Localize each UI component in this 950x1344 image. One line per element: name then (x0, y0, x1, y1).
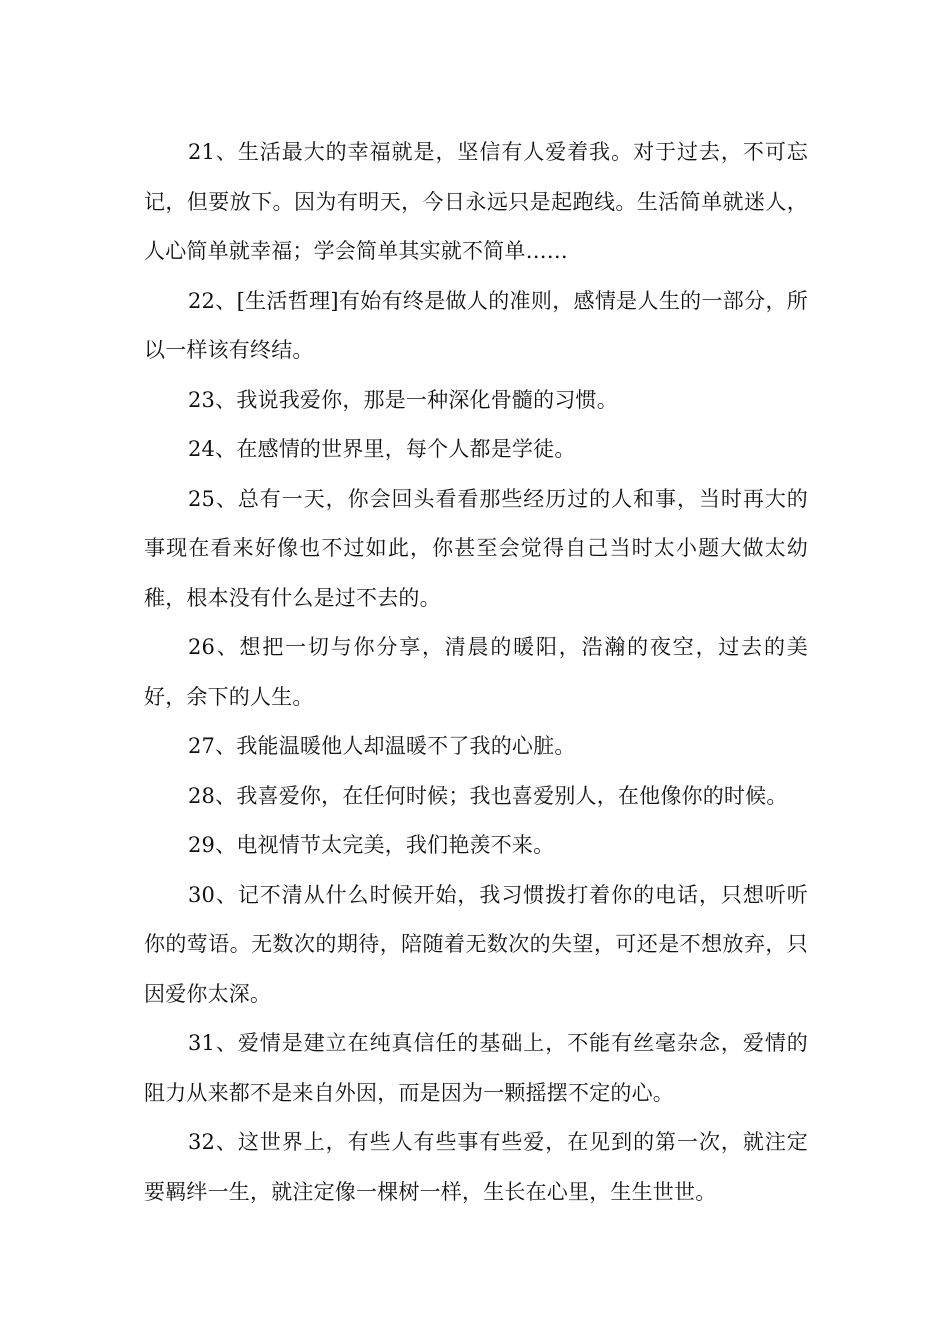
paragraph-31: 31、爱情是建立在纯真信任的基础上，不能有丝毫杂念，爱情的阻力从来都不是来自外因，而是因为一颗摇摆不定的心。 (144, 1031, 808, 1105)
paragraph-28: 28、我喜爱你，在任何时候；我也喜爱别人，在他像你的时候。 (188, 783, 788, 808)
paragraph-27: 27、我能温暖他人却温暖不了我的心脏。 (188, 734, 576, 758)
paragraph-29: 29、电视情节太完美，我们艳羡不来。 (188, 833, 555, 857)
paragraph-25: 25、总有一天，你会回头看看那些经历过的人和事，当时再大的事现在看来好像也不过如此，你甚至会觉得自己当时太小题大做太幼稚，根本没有什么是过不去的。 (144, 486, 808, 610)
paragraph-32: 32、这世界上，有些人有些事有些爱，在见到的第一次，就注定要羁绊一生，就注定像一棵树一样，生长在心里，生生世世。 (144, 1130, 808, 1204)
document-body (144, 128, 808, 1217)
paragraph-21: 21、生活最大的幸福就是，坚信有人爱着我。对于过去，不可忘记，但要放下。因为有明天，今日永远只是起跑线。生活简单就迷人，人心简单就幸福；学会简单其实就不简单…… (144, 140, 808, 263)
paragraph-23: 23、我说我爱你，那是一种深化骨髓的习惯。 (188, 387, 618, 412)
paragraph-24: 24、在感情的世界里，每个人都是学徒。 (188, 437, 576, 461)
paragraph-22: 22、[生活哲理]有始有终是做人的准则，感情是人生的一部分，所以一样该有终结。 (144, 288, 808, 362)
paragraph-30: 30、记不清从什么时候开始，我习惯拨打着你的电话，只想听听你的莺语。无数次的期待，陪随着无数次的失望，可还是不想放弃，只因爱你太深。 (144, 882, 808, 1006)
paragraph-26: 26、想把一切与你分享，清晨的暖阳，浩瀚的夜空，过去的美好，余下的人生。 (144, 635, 808, 709)
